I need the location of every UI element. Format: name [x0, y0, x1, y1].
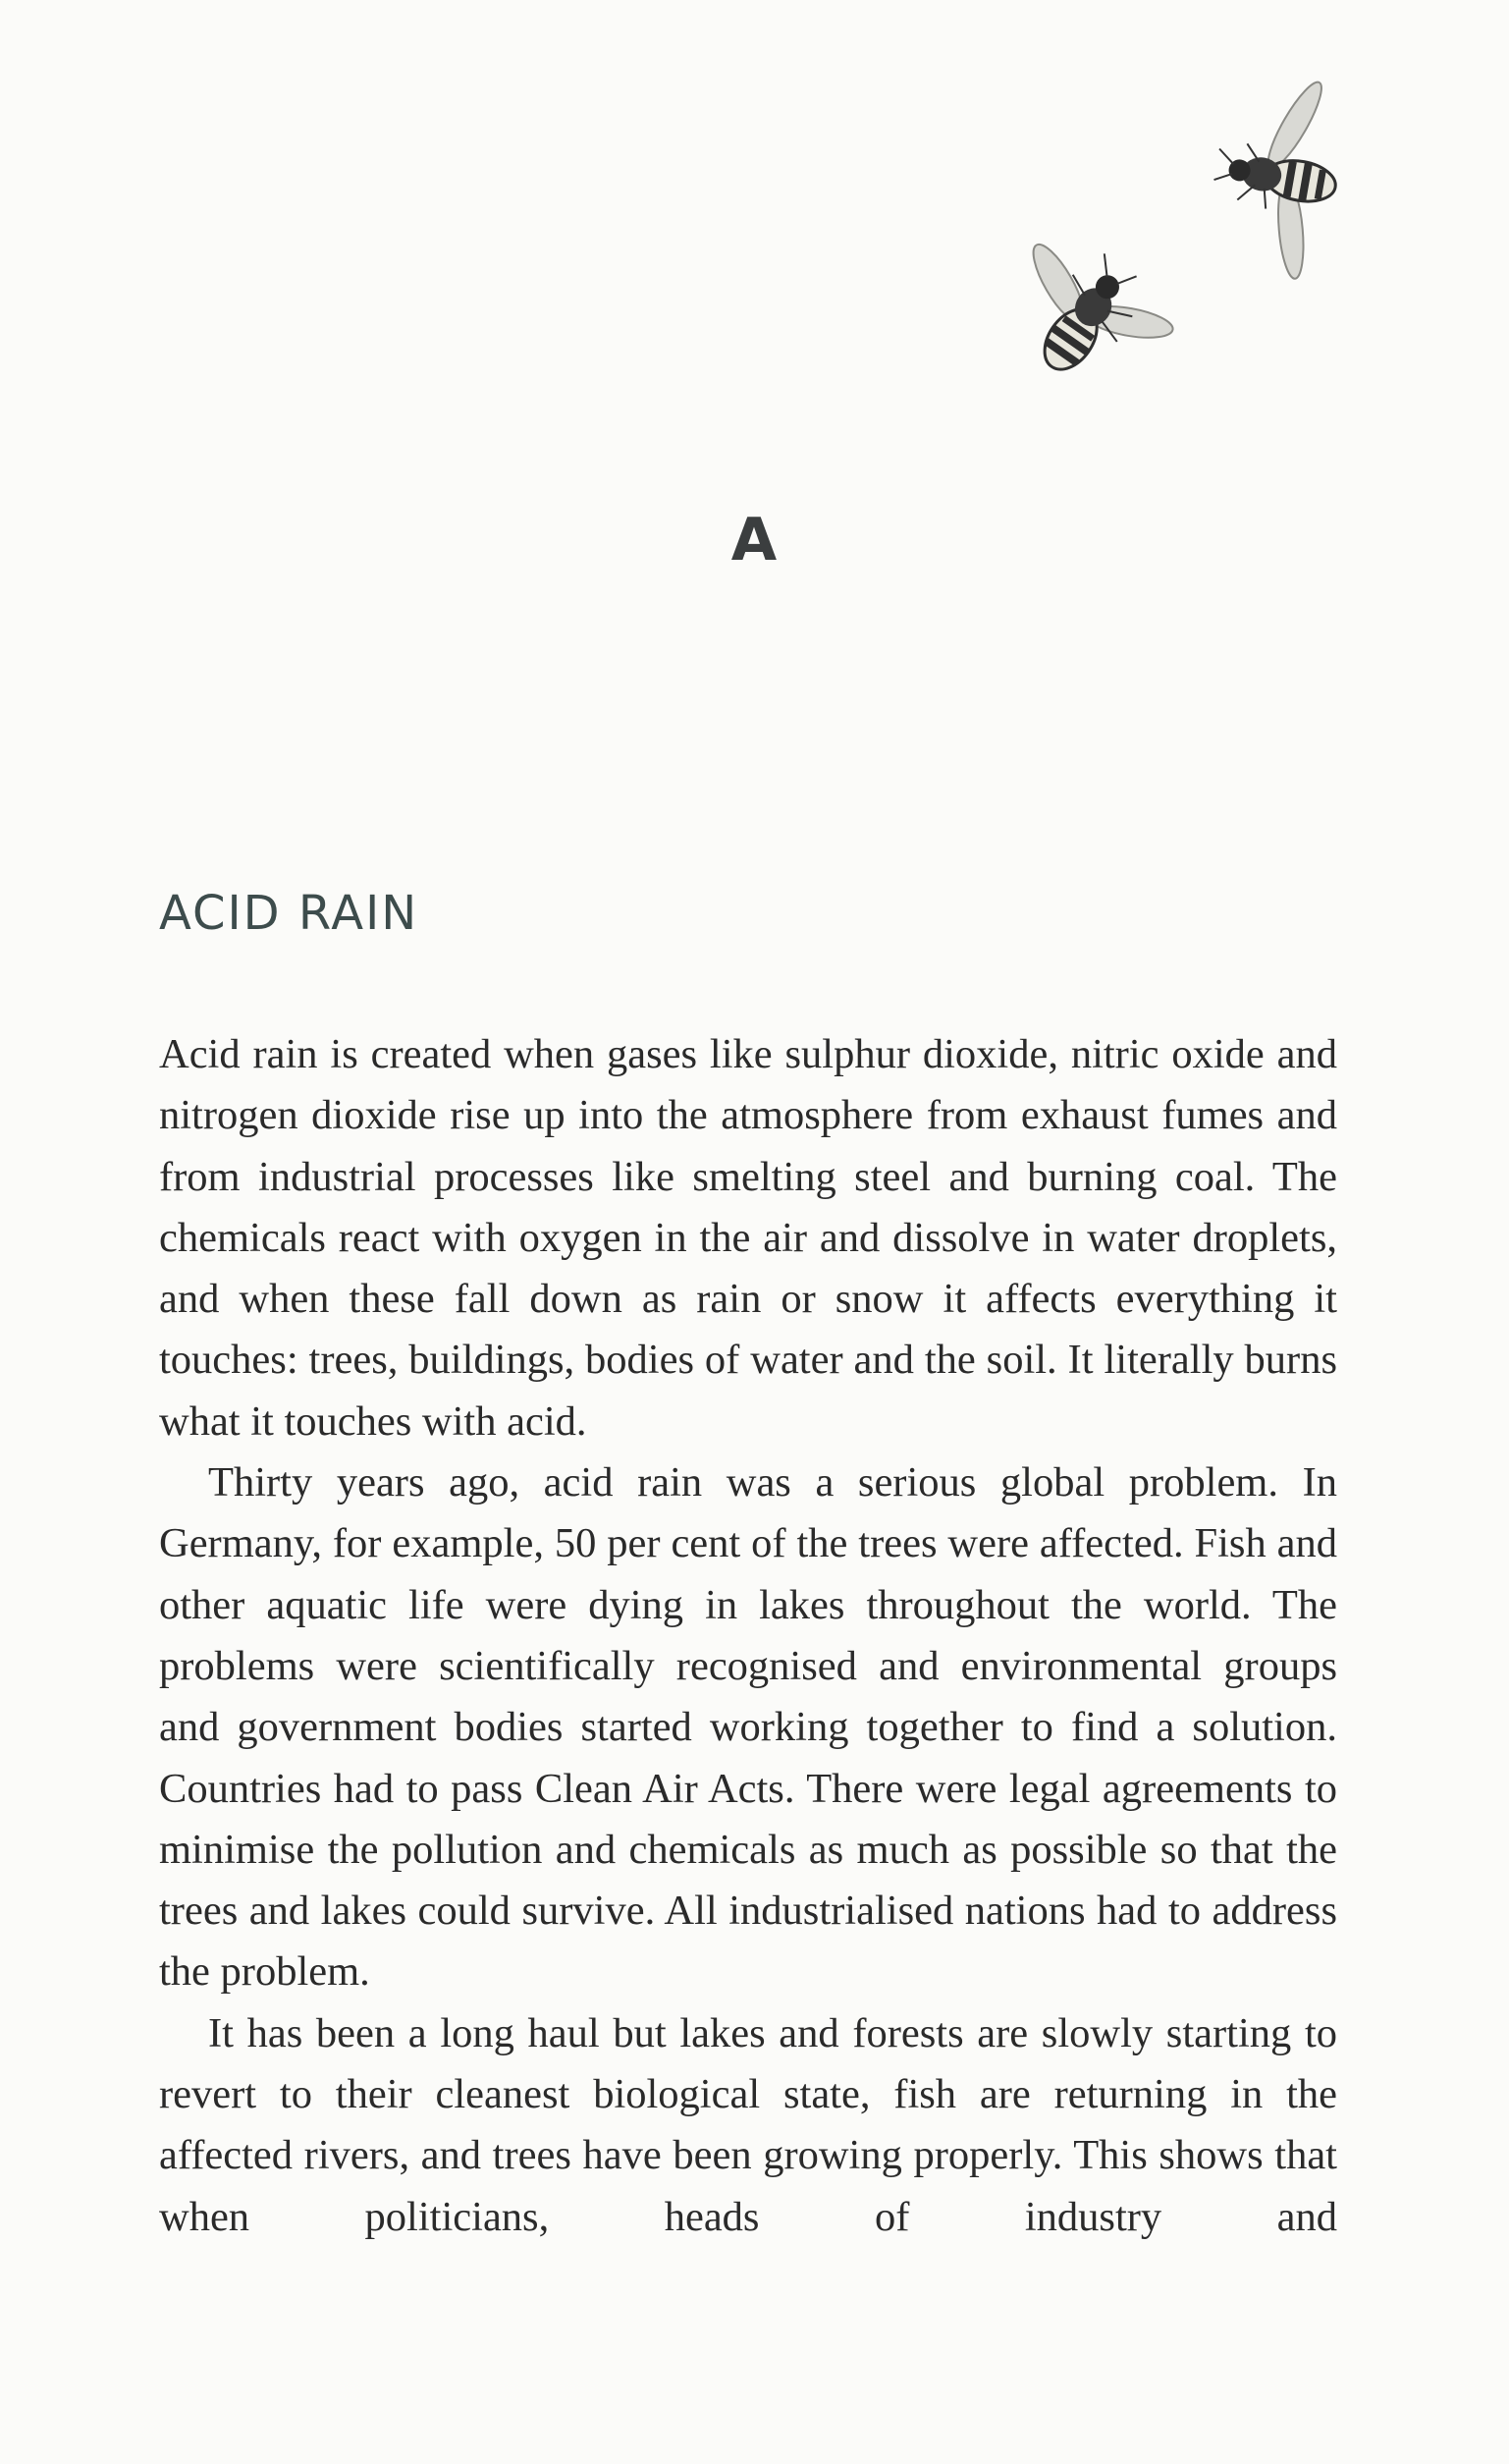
paragraph-1: Acid rain is created when gases like sulphur dioxide, nitric oxide and nitrogen dioxide rise up into the atmosphere from exhaust fumes and from industrial processes like smelting steel and burning coal. The chemicals react with oxygen in the air and dissolve in water droplets, and when these fall down as rain or snow it affects everything it touches: trees, buildings, bodies of water and the soil. It literally burns what it touches with acid.	[159, 1031, 1337, 1445]
entry-title: ACID RAIN	[159, 886, 419, 941]
chapter-letter: A	[730, 506, 779, 575]
paragraph-3: It has been a long haul but lakes and forests are slowly starting to revert to their cleanest biological state, fish are returning in the affected rivers, and trees have been growing properly. This shows that when politicians, heads of industry and	[159, 2009, 1337, 2240]
bee-upper-icon	[1199, 64, 1353, 286]
bee-lower-icon	[982, 216, 1191, 415]
entry-body	[159, 1024, 1337, 2248]
paragraph-2: Thirty years ago, acid rain was a serious global problem. In Germany, for example, 50 per cent of the trees were affected. Fish and other aquatic life were dying in lakes throughout the world. The problems were scientifically recognised and environmental groups and government bodies started working together to find a solution. Countries had to pass Clean Air Acts. There were legal agreements to minimise the pollution and chemicals as much as possible so that the trees and lakes could survive. All industrialised nations had to address the problem.	[159, 1459, 1337, 1996]
bees-icon	[982, 59, 1374, 432]
